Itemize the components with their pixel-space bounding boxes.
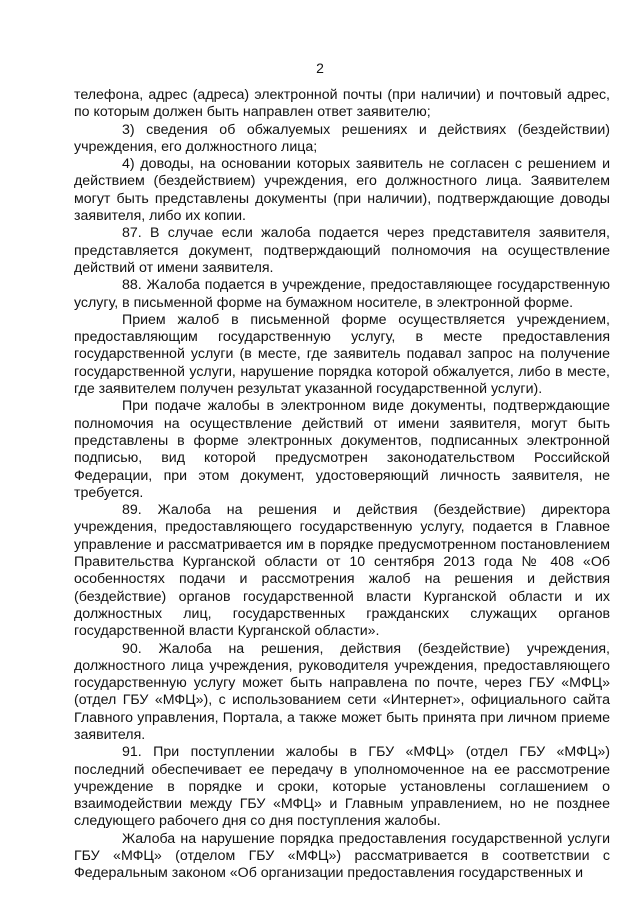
paragraph-item-4: 4) доводы, на основании которых заявитель не согласен с решением и действием (бездействием) учреждения, его должностного лица. Заявителем могут быть представлены документы (при наличии), подтверждающие доводы заявителя, либо их копии. <box>74 156 610 225</box>
page-number: 2 <box>316 60 324 76</box>
paragraph-mfc-violation: Жалоба на нарушение порядка предоставления государственной услуги ГБУ «МФЦ» (отделом ГБУ «МФЦ») рассматривается в соответствии с Федеральным законом «Об организации предоставления государственных и <box>74 830 610 882</box>
paragraph-91: 91. При поступлении жалобы в ГБУ «МФЦ» (отдел ГБУ «МФЦ») последний обеспечивает ее передачу в уполномоченное на ее рассмотрение учреждение в порядке и сроки, которые установлены соглашением о взаимодействии между ГБУ «МФЦ» и Главным управлением, но не позднее следующего рабочего дня со дня поступления жалобы. <box>74 744 610 830</box>
paragraph-address-continuation: телефона, адрес (адреса) электронной почты (при наличии) и почтовый адрес, по которым должен быть направлен ответ заявителю; <box>74 87 610 121</box>
document-body <box>74 87 610 883</box>
paragraph-electronic-complaints: При подаче жалобы в электронном виде документы, подтверждающие полномочия на осуществление действий от имени заявителя, могут быть представлены в форме электронных документов, подписанных электронной подписью, вид которой предусмотрен законодательством Российской Федерации, при этом документ, удостоверяющий личность заявителя, не требуется. <box>74 398 610 501</box>
paragraph-item-3: 3) сведения об обжалуемых решениях и действиях (бездействии) учреждения, его должностного лица; <box>74 121 610 155</box>
paragraph-90: 90. Жалоба на решения, действия (бездействие) учреждения, должностного лица учреждения, руководителя учреждения, предоставляющего государственную услугу может быть направлена по почте, через ГБУ «МФЦ» (отдел ГБУ «МФЦ»), с использованием сети «Интернет», официального сайта Главного управления, Портала, а также может быть принята при личном приеме заявителя. <box>74 640 610 743</box>
paragraph-88: 88. Жалоба подается в учреждение, предоставляющее государственную услугу, в письменной форме на бумажном носителе, в электронной форме. <box>74 277 610 311</box>
paragraph-written-complaints: Прием жалоб в письменной форме осуществляется учреждением, предоставляющим государственную услугу, в месте предоставления государственной услуги (в месте, где заявитель подавал запрос на получение государственной услуги, нарушение порядка которой обжалуется, либо в месте, где заявителем получен результат указанной государственной услуги). <box>74 311 610 398</box>
paragraph-89: 89. Жалоба на решения и действия (бездействие) директора учреждения, предоставляющего государственную услугу, подается в Главное управление и рассматривается им в порядке предусмотренном постановлением Правительства Курганской области от 10 сентября 2013 года № 408 «Об особенностях подачи и рассмотрения жалоб на решения и действия (бездействие) органов государственной власти Курганской области и их должностных лиц, государственных гражданских служащих органов государственной власти Курганской области». <box>74 502 610 640</box>
paragraph-87: 87. В случае если жалоба подается через представителя заявителя, представляется документ, подтверждающий полномочия на осуществление действий от имени заявителя. <box>74 225 610 276</box>
